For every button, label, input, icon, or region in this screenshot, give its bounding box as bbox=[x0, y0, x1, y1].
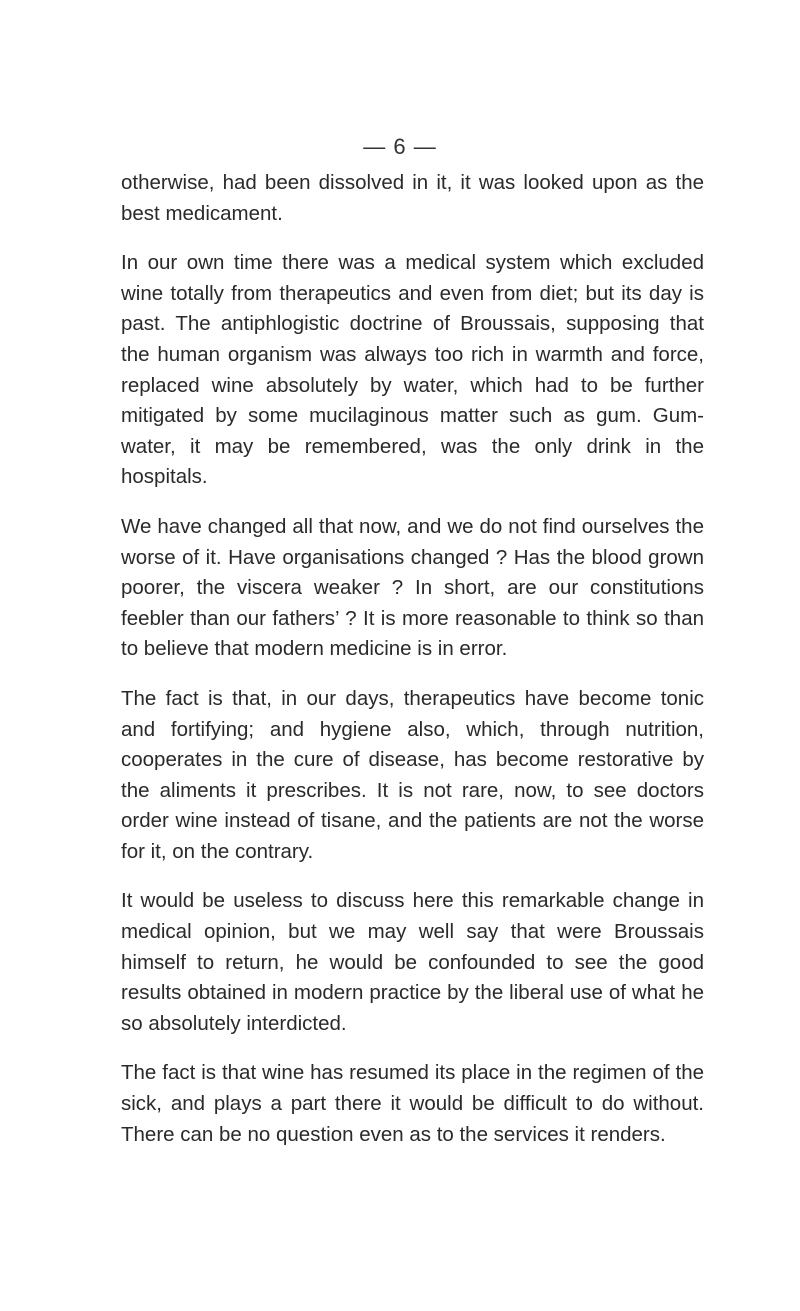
paragraph-continuation: otherwise, had been dissolved in it, it was looked upon as the best medicament. bbox=[121, 171, 704, 225]
paragraph-medical-opinion: It would be useless to discuss here this remarkable change in medical opinion, but we may well say that were Broussais himself to return, he would be confounded to see the good results obtained in modern practice by the liberal use of what he so absolutely interdicted. bbox=[121, 889, 704, 1035]
paragraph-changed-now: We have changed all that now, and we do not find ourselves the worse of it. Have organisations changed ? Has the blood grown poorer, the viscera weaker ? In short, are our constitutions feebler than our fathers’ ? It is more reasonable to think so than to believe that modern medicine is in error. bbox=[121, 514, 704, 661]
paragraph-tonic-therapeutics: The fact is that, in our days, therapeutics have become tonic and fortifying; and hygiene also, which, through nutrition, cooperates in the cure of disease, has become restorative by the aliments it prescribes. It is not rare, now, to see doctors order wine instead of tisane, and the patients are not the worse for it, on the contrary. bbox=[121, 686, 704, 863]
paragraph-regimen-of-sick: The fact is that wine has resumed its place in the regimen of the sick, and plays a part there it would be difficult to do without. There can be no question even as to the services it renders. bbox=[121, 1061, 704, 1146]
page-body bbox=[121, 168, 704, 1169]
page-number: — 6 — bbox=[363, 134, 437, 159]
paragraph-broussais-system: In our own time there was a medical system which excluded wine totally from therapeutics and even from diet; but its day is past. The antiphlogistic doctrine of Broussais, supposing that the human organism was always too rich in warmth and force, replaced wine absolutely by water, which had to be further mitigated by some mucilaginous matter such as gum. Gum-water, it may be remembered, was the only drink in the hospitals. bbox=[121, 251, 704, 489]
